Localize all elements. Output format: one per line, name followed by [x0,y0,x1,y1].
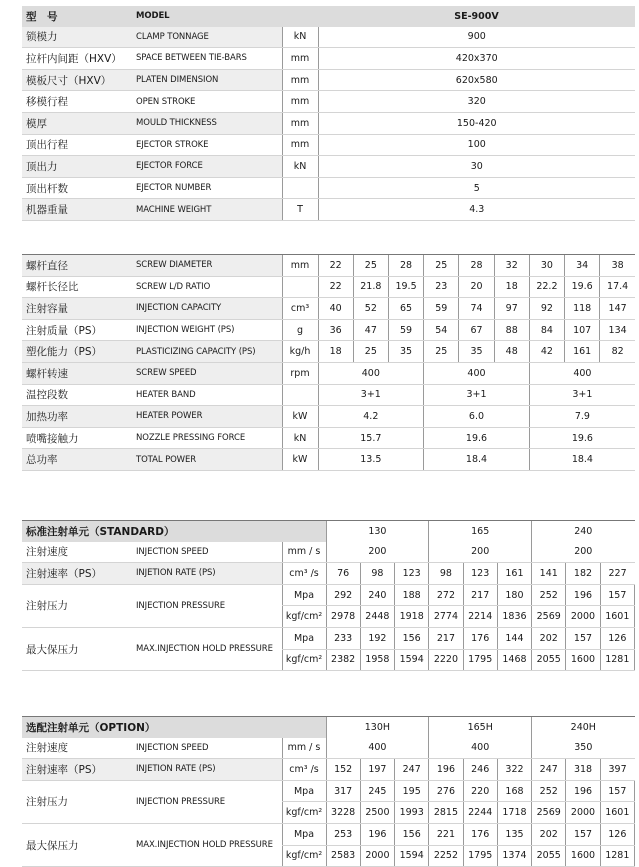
unit-hold-value: 157 [566,627,600,649]
unit-pressure-value: 252 [532,584,566,606]
standard-unit-table [22,520,635,671]
spec-row [22,112,635,134]
unit-rate-value: 197 [360,759,394,781]
unit-hold-value: 2382 [326,649,360,671]
unit-title: 选配注射单元（OPTION） [22,717,326,738]
spec-label-en: EJECTOR STROKE [130,134,282,156]
spec-row [22,177,635,199]
unit-rate-value: 152 [326,759,360,781]
unit-speed-value: 350 [532,738,635,759]
spec-unit: g [282,319,318,341]
unit-pressure-row [22,780,635,802]
spec-group-value: 4.2 [318,406,424,428]
unit-hold-value: 1600 [566,845,600,867]
spec-unit: kgf/cm² [282,802,326,824]
unit-hold-value: 221 [429,823,463,845]
unit-pressure-value: 188 [395,584,429,606]
spec-cell-value: 84 [529,319,564,341]
spec-cell-value: 28 [459,255,494,277]
spec-unit [282,276,318,298]
spec-cell-value: 21.8 [353,276,388,298]
unit-model: 165 [429,521,532,542]
unit-hold-value: 1468 [497,649,531,671]
spec-cell-value: 18 [494,276,529,298]
spec-unit: mm [282,48,318,70]
spec-label-cn: 注射容量 [22,298,130,320]
spec-group-value: 400 [318,362,424,384]
unit-pressure-value: 240 [360,584,394,606]
spec-label-en: INJECTION SPEED [130,542,282,563]
spec-unit: kgf/cm² [282,649,326,671]
spec-label-en: EJECTOR FORCE [130,156,282,178]
spec-label-en: MAX.INJECTION HOLD PRESSURE [130,627,282,670]
spec-label-en: SCREW L/D RATIO [130,276,282,298]
spec-row [22,27,635,48]
spec-cell-value: 22 [318,276,353,298]
spec-unit: Mpa [282,780,326,802]
spec-cell-value: 59 [388,319,423,341]
spec-label-en: MACHINE WEIGHT [130,199,282,221]
spec-label-en: EJECTOR NUMBER [130,177,282,199]
injection-row [22,255,635,277]
unit-pressure-row [22,584,635,606]
spec-unit: kgf/cm² [282,606,326,628]
spec-label-cn: 注射速度 [22,542,130,563]
spec-label-en: SCREW DIAMETER [130,255,282,277]
unit-rate-value: 247 [395,759,429,781]
unit-pressure-value: 1836 [497,606,531,628]
spec-cell-value: 67 [459,319,494,341]
unit-pressure-value: 1601 [600,606,634,628]
unit-pressure-value: 3228 [326,802,360,824]
spec-unit: Mpa [282,627,326,649]
unit-pressure-value: 2774 [429,606,463,628]
unit-hold-value: 176 [463,823,497,845]
unit-pressure-value: 1718 [497,802,531,824]
spec-unit: Mpa [282,584,326,606]
injection-row [22,319,635,341]
spec-group-value: 18.4 [424,449,530,471]
spec-cell-value: 28 [388,255,423,277]
unit-model: 240 [532,521,635,542]
spec-label-cn: 最大保压力 [22,627,130,670]
spec-row [22,69,635,91]
spec-label-cn: 锁模力 [22,27,130,48]
unit-rate-value: 98 [360,563,394,585]
injection-group-row [22,449,635,471]
model-header-value: SE-900V [318,6,635,27]
spec-group-value: 15.7 [318,427,424,449]
unit-model: 165H [429,717,532,738]
spec-label-cn: 螺杆直径 [22,255,130,277]
unit-hold-value: 217 [429,627,463,649]
spec-value: 30 [318,156,635,178]
spec-unit: mm / s [282,738,326,759]
spec-group-value: 18.4 [529,449,635,471]
spec-value: 5 [318,177,635,199]
unit-pressure-value: 2569 [532,606,566,628]
spec-unit: cm³ /s [282,759,326,781]
spec-label-cn: 机器重量 [22,199,130,221]
spec-label-cn: 注射速率（PS） [22,759,130,781]
spec-cell-value: 52 [353,298,388,320]
spec-value: 320 [318,91,635,113]
spec-label-en: INJECTION PRESSURE [130,780,282,823]
unit-hold-value: 2000 [360,845,394,867]
spec-cell-value: 22.2 [529,276,564,298]
spec-cell-value: 74 [459,298,494,320]
spec-row [22,48,635,70]
spec-unit: mm [282,255,318,277]
spec-cell-value: 25 [424,255,459,277]
unit-rate-value: 246 [463,759,497,781]
spec-label-cn: 总功率 [22,449,130,471]
model-header-cn: 型 号 [22,6,130,27]
unit-hold-value: 126 [600,627,634,649]
injection-row [22,298,635,320]
spec-group-value: 3+1 [424,384,530,406]
unit-pressure-value: 196 [566,584,600,606]
spec-value: 4.3 [318,199,635,221]
spec-label-cn: 模厚 [22,112,130,134]
unit-pressure-value: 252 [532,780,566,802]
spec-value: 420x370 [318,48,635,70]
unit-hold-value: 196 [360,823,394,845]
spec-label-cn: 模板尺寸（HXV） [22,69,130,91]
spec-label-en: HEATER POWER [130,406,282,428]
unit-pressure-value: 292 [326,584,360,606]
unit-hold-value: 1594 [395,649,429,671]
injection-group-row [22,406,635,428]
unit-pressure-value: 276 [429,780,463,802]
spec-unit: mm [282,112,318,134]
unit-hold-value: 1795 [463,845,497,867]
unit-hold-value: 2055 [532,845,566,867]
unit-pressure-value: 2244 [463,802,497,824]
spec-label-en: MAX.INJECTION HOLD PRESSURE [130,823,282,866]
spec-cell-value: 23 [424,276,459,298]
spec-cell-value: 92 [529,298,564,320]
unit-pressure-value: 1601 [600,802,634,824]
spec-label-en: MOULD THICKNESS [130,112,282,134]
spec-cell-value: 88 [494,319,529,341]
spec-label-en: SCREW SPEED [130,362,282,384]
unit-rate-value: 397 [600,759,634,781]
spec-label-cn: 注射压力 [22,780,130,823]
unit-title-row [22,521,635,542]
spec-label-en: TOTAL POWER [130,449,282,471]
spec-group-value: 19.6 [529,427,635,449]
unit-rate-row [22,563,635,585]
spec-group-value: 3+1 [529,384,635,406]
unit-pressure-value: 168 [497,780,531,802]
unit-pressure-value: 2978 [326,606,360,628]
spec-unit: mm [282,91,318,113]
unit-model: 240H [532,717,635,738]
injection-group-row [22,427,635,449]
unit-pressure-value: 2000 [566,802,600,824]
spec-row [22,199,635,221]
unit-hold-value: 1281 [600,649,634,671]
unit-hold-value: 202 [532,823,566,845]
spec-label-en: INJECTION WEIGHT (PS) [130,319,282,341]
spec-cell-value: 40 [318,298,353,320]
spec-cell-value: 34 [565,255,600,277]
unit-hold-value: 2220 [429,649,463,671]
spec-row [22,91,635,113]
unit-rate-value: 182 [566,563,600,585]
spec-unit: cm³ /s [282,563,326,585]
model-header-en: MODEL [130,6,282,27]
spec-unit: kgf/cm² [282,845,326,867]
spec-label-cn: 加热功率 [22,406,130,428]
unit-pressure-value: 157 [600,584,634,606]
spec-cell-value: 118 [565,298,600,320]
spec-value: 150-420 [318,112,635,134]
injection-row [22,276,635,298]
spec-unit: T [282,199,318,221]
spec-label-en: CLAMP TONNAGE [130,27,282,48]
spec-label-en: SPACE BETWEEN TIE-BARS [130,48,282,70]
unit-hold-value: 233 [326,627,360,649]
unit-rate-value: 76 [326,563,360,585]
spec-label-en: NOZZLE PRESSING FORCE [130,427,282,449]
spec-unit: kN [282,156,318,178]
injection-group-row [22,384,635,406]
unit-hold-value: 2583 [326,845,360,867]
unit-rate-value: 98 [429,563,463,585]
spec-unit: kN [282,427,318,449]
spec-label-cn: 螺杆转速 [22,362,130,384]
unit-hold-value: 1600 [566,649,600,671]
spec-cell-value: 65 [388,298,423,320]
spec-label-cn: 移模行程 [22,91,130,113]
unit-pressure-value: 1993 [395,802,429,824]
unit-pressure-value: 195 [395,780,429,802]
spec-unit: kN [282,27,318,48]
unit-pressure-value: 196 [566,780,600,802]
unit-speed-value: 200 [326,542,429,563]
spec-value: 620x580 [318,69,635,91]
unit-pressure-value: 180 [497,584,531,606]
unit-hold-value: 126 [600,823,634,845]
spec-cell-value: 22 [318,255,353,277]
spec-unit: kW [282,449,318,471]
unit-pressure-value: 2569 [532,802,566,824]
spec-unit: kW [282,406,318,428]
injection-group-row [22,362,635,384]
spec-cell-value: 32 [494,255,529,277]
spec-cell-value: 25 [353,341,388,363]
unit-pressure-value: 272 [429,584,463,606]
unit-hold-value: 144 [497,627,531,649]
spec-label-en: INJECTION PRESSURE [130,584,282,627]
unit-speed-row [22,738,635,759]
spec-cell-value: 20 [459,276,494,298]
unit-rate-value: 141 [532,563,566,585]
spec-label-cn: 拉杆内间距（HXV） [22,48,130,70]
spec-label-cn: 顶出杆数 [22,177,130,199]
spec-cell-value: 18 [318,341,353,363]
model-header-row [22,6,635,27]
spec-label-cn: 塑化能力（PS） [22,341,130,363]
spec-group-value: 3+1 [318,384,424,406]
unit-pressure-value: 317 [326,780,360,802]
spec-label-cn: 注射压力 [22,584,130,627]
unit-rate-value: 227 [600,563,634,585]
spec-group-value: 400 [529,362,635,384]
injection-row [22,341,635,363]
unit-hold-value: 253 [326,823,360,845]
unit-rate-value: 318 [566,759,600,781]
unit-hold-value: 1958 [360,649,394,671]
unit-hold-value: 156 [395,627,429,649]
spec-cell-value: 47 [353,319,388,341]
option-unit-table [22,716,635,867]
spec-value: 100 [318,134,635,156]
spec-label-cn: 螺杆长径比 [22,276,130,298]
spec-unit: kg/h [282,341,318,363]
spec-cell-value: 35 [459,341,494,363]
spec-cell-value: 134 [600,319,635,341]
spec-unit: rpm [282,362,318,384]
unit-hold-value: 135 [497,823,531,845]
unit-pressure-value: 245 [360,780,394,802]
spec-cell-value: 54 [424,319,459,341]
spec-label-cn: 温控段数 [22,384,130,406]
model-header-unit [282,6,318,27]
spec-cell-value: 97 [494,298,529,320]
unit-pressure-value: 2448 [360,606,394,628]
unit-hold-row [22,823,635,845]
unit-rate-value: 322 [497,759,531,781]
spec-label-cn: 注射速度 [22,738,130,759]
unit-hold-value: 192 [360,627,394,649]
unit-pressure-value: 1918 [395,606,429,628]
unit-rate-value: 123 [395,563,429,585]
spec-cell-value: 17.4 [600,276,635,298]
unit-title-row [22,717,635,738]
spec-value: 900 [318,27,635,48]
unit-rate-value: 247 [532,759,566,781]
unit-rate-value: 161 [497,563,531,585]
spec-unit: mm [282,134,318,156]
unit-title: 标准注射单元（STANDARD） [22,521,326,542]
spec-group-value: 7.9 [529,406,635,428]
spec-cell-value: 35 [388,341,423,363]
unit-speed-row [22,542,635,563]
unit-speed-value: 400 [429,738,532,759]
unit-pressure-value: 2000 [566,606,600,628]
unit-pressure-value: 157 [600,780,634,802]
unit-rate-value: 123 [463,563,497,585]
spec-cell-value: 19.6 [565,276,600,298]
unit-hold-value: 1281 [600,845,634,867]
unit-hold-value: 2055 [532,649,566,671]
spec-cell-value: 82 [600,341,635,363]
unit-hold-row [22,627,635,649]
unit-rate-row [22,759,635,781]
spec-cell-value: 59 [424,298,459,320]
general-spec-table [22,6,635,221]
spec-label-en: PLASTICIZING CAPACITY (PS) [130,341,282,363]
spec-cell-value: 161 [565,341,600,363]
injection-spec-table [22,254,635,471]
spec-unit: mm [282,69,318,91]
unit-speed-value: 400 [326,738,429,759]
spec-label-cn: 注射质量（PS） [22,319,130,341]
spec-cell-value: 25 [424,341,459,363]
spec-label-en: PLATEN DIMENSION [130,69,282,91]
spec-label-en: INJECTION CAPACITY [130,298,282,320]
spec-cell-value: 147 [600,298,635,320]
unit-speed-value: 200 [532,542,635,563]
spec-group-value: 6.0 [424,406,530,428]
spec-group-value: 400 [424,362,530,384]
unit-model: 130 [326,521,429,542]
spec-group-value: 13.5 [318,449,424,471]
spec-row [22,134,635,156]
spec-label-en: HEATER BAND [130,384,282,406]
spec-unit: cm³ [282,298,318,320]
spec-row [22,156,635,178]
unit-hold-value: 1374 [497,845,531,867]
spec-cell-value: 19.5 [388,276,423,298]
spec-label-cn: 最大保压力 [22,823,130,866]
unit-hold-value: 176 [463,627,497,649]
spec-cell-value: 42 [529,341,564,363]
spec-label-cn: 顶出力 [22,156,130,178]
spec-label-en: INJETION RATE (PS) [130,759,282,781]
unit-pressure-value: 2214 [463,606,497,628]
unit-rate-value: 196 [429,759,463,781]
unit-hold-value: 2252 [429,845,463,867]
spec-label-cn: 注射速率（PS） [22,563,130,585]
unit-hold-value: 1594 [395,845,429,867]
spec-label-en: INJETION RATE (PS) [130,563,282,585]
unit-hold-value: 157 [566,823,600,845]
spec-label-cn: 喷嘴接触力 [22,427,130,449]
spec-cell-value: 30 [529,255,564,277]
spec-unit [282,177,318,199]
spec-unit: mm / s [282,542,326,563]
spec-unit [282,384,318,406]
spec-cell-value: 48 [494,341,529,363]
spec-cell-value: 36 [318,319,353,341]
spec-label-en: INJECTION SPEED [130,738,282,759]
unit-pressure-value: 220 [463,780,497,802]
unit-hold-value: 156 [395,823,429,845]
spec-cell-value: 38 [600,255,635,277]
unit-hold-value: 1795 [463,649,497,671]
spec-group-value: 19.6 [424,427,530,449]
spec-label-cn: 顶出行程 [22,134,130,156]
unit-pressure-value: 2815 [429,802,463,824]
unit-model: 130H [326,717,429,738]
spec-cell-value: 107 [565,319,600,341]
unit-pressure-value: 217 [463,584,497,606]
unit-hold-value: 202 [532,627,566,649]
spec-label-en: OPEN STROKE [130,91,282,113]
spec-unit: Mpa [282,823,326,845]
spec-cell-value: 25 [353,255,388,277]
unit-speed-value: 200 [429,542,532,563]
unit-pressure-value: 2500 [360,802,394,824]
